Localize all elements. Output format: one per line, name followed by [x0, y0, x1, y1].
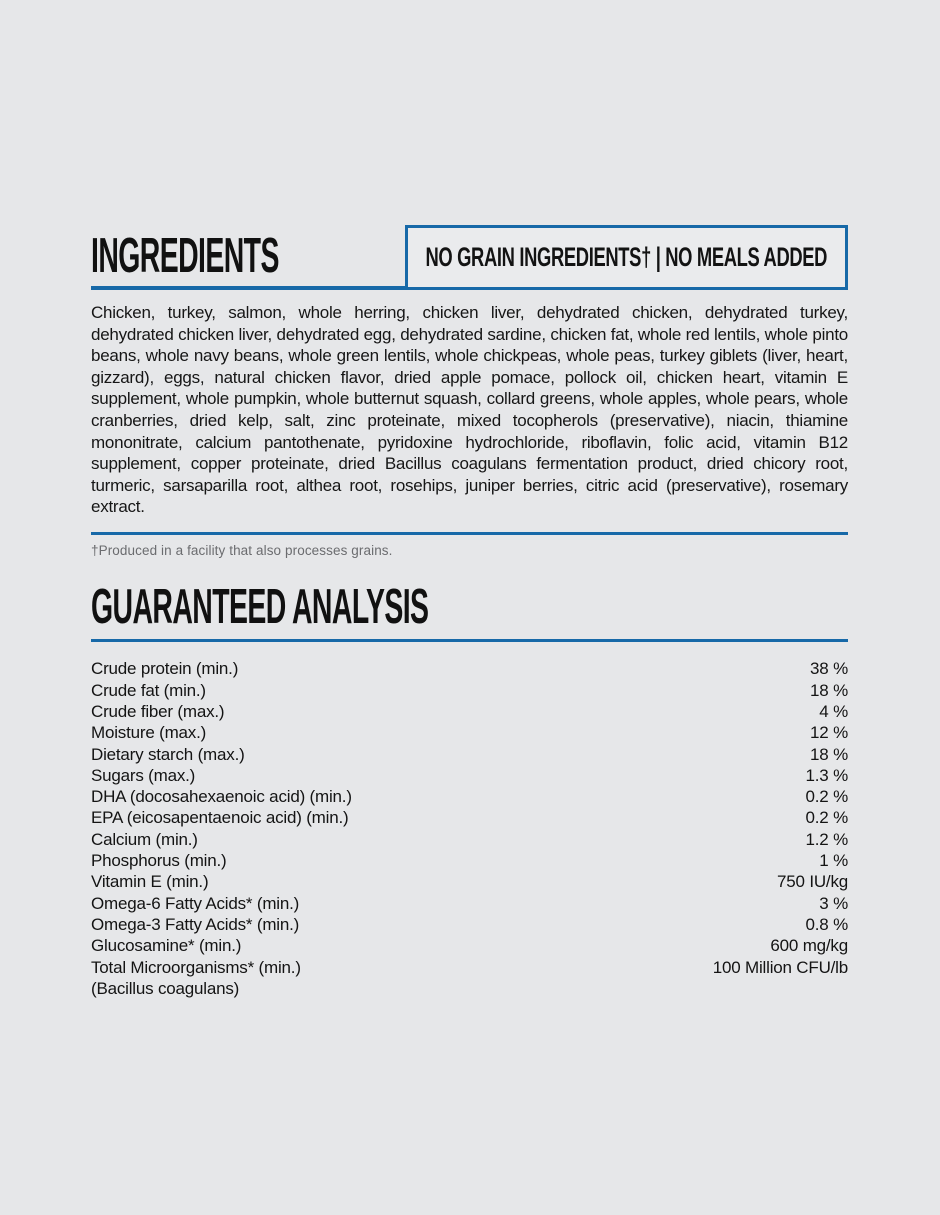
ingredients-bottom-rule [91, 532, 848, 535]
ingredients-header [91, 225, 848, 290]
nutrient-value: 0.2 % [805, 808, 848, 828]
nutrient-label: Crude fiber (max.) [91, 701, 225, 721]
nutrient-value: 12 % [810, 723, 848, 743]
analysis-row [91, 680, 848, 701]
analysis-row [91, 658, 848, 679]
ingredients-list-text: Chicken, turkey, salmon, whole herring, chicken liver, dehydrated chicken, dehydrated turkey, dehydrated chicken liver, dehydrated egg, dehydrated sardine, chicken fat, whole red lentils, whole pinto beans, whole navy beans, whole green lentils, whole chickpeas, whole peas, turkey giblets (liver, heart, gizzard), eggs, natural chicken flavor, dried apple pomace, pollock oil, chicken heart, vitamin E supplement, whole pumpkin, whole butternut squash, collard greens, whole apples, whole pears, whole cranberries, dried kelp, salt, zinc proteinate, mixed tocopherols (preservative), niacin, thiamine mononitrate, calcium pantothenate, pyridoxine hydrochloride, riboflavin, folic acid, vitamin B12 supplement, copper proteinate, dried Bacillus coagulans fermentation product, dried chicory root, turmeric, sarsaparilla root, althea root, rosehips, juniper berries, citric acid (preservative), rosemary extract. [91, 303, 848, 517]
nutrient-label: Crude fat (min.) [91, 680, 206, 700]
nutrient-label: Moisture (max.) [91, 723, 207, 743]
nutrient-label: Dietary starch (max.) [91, 744, 245, 764]
analysis-row [91, 957, 848, 978]
nutrient-label: Calcium (min.) [91, 829, 198, 849]
analysis-row [91, 978, 848, 999]
nutrient-label: Omega-6 Fatty Acids* (min.) [91, 893, 300, 913]
nutrient-value: 18 % [810, 744, 848, 764]
analysis-row [91, 722, 848, 743]
nutrient-label: Vitamin E (min.) [91, 872, 209, 892]
nutrient-value: 3 % [819, 893, 848, 913]
label-content [91, 225, 848, 999]
analysis-row [91, 935, 848, 956]
nutrient-label: Omega-3 Fatty Acids* (min.) [91, 914, 300, 934]
analysis-row [91, 914, 848, 935]
nutrient-label: Phosphorus (min.) [91, 851, 227, 871]
analysis-row [91, 701, 848, 722]
analysis-row [91, 786, 848, 807]
analysis-row [91, 765, 848, 786]
nutrient-value: 100 Million CFU/lb [712, 957, 848, 977]
nutrient-label: DHA (docosahexaenoic acid) (min.) [91, 787, 352, 807]
nutrient-value: 1.2 % [805, 829, 848, 849]
nutrient-value: 18 % [810, 680, 848, 700]
guaranteed-analysis-title: GUARANTEED ANALYSIS [91, 579, 429, 634]
ingredients-title-rule [91, 286, 405, 290]
nutrient-value: 0.8 % [805, 914, 848, 934]
guaranteed-analysis-table [91, 658, 848, 999]
nutrient-value: 38 % [810, 659, 848, 679]
analysis-row [91, 807, 848, 828]
nutrient-value: 0.2 % [805, 787, 848, 807]
analysis-row [91, 744, 848, 765]
nutrient-value: 1 % [819, 851, 848, 871]
ingredients-title: INGREDIENTS [91, 229, 279, 283]
guaranteed-analysis-title-rule [91, 639, 848, 642]
nutrient-value: 600 mg/kg [770, 936, 848, 956]
no-grain-badge [405, 225, 848, 290]
nutrient-label: EPA (eicosapentaenoic acid) (min.) [91, 808, 349, 828]
analysis-row [91, 893, 848, 914]
nutrient-value: 1.3 % [805, 765, 848, 785]
nutrient-label: Glucosamine* (min.) [91, 936, 242, 956]
grain-facility-footnote: †Produced in a facility that also processes grains. [91, 542, 393, 558]
nutrient-label: (Bacillus coagulans) [91, 978, 240, 998]
nutrient-label: Crude protein (min.) [91, 659, 239, 679]
nutrient-label: Sugars (max.) [91, 765, 196, 785]
nutrient-value: 4 % [819, 701, 848, 721]
nutrient-value: 750 IU/kg [777, 872, 848, 892]
analysis-row [91, 850, 848, 871]
analysis-row [91, 871, 848, 892]
no-grain-badge-text: NO GRAIN INGREDIENTS† | NO MEALS ADDED [425, 242, 828, 272]
analysis-row [91, 829, 848, 850]
nutrient-label: Total Microorganisms* (min.) [91, 957, 301, 977]
